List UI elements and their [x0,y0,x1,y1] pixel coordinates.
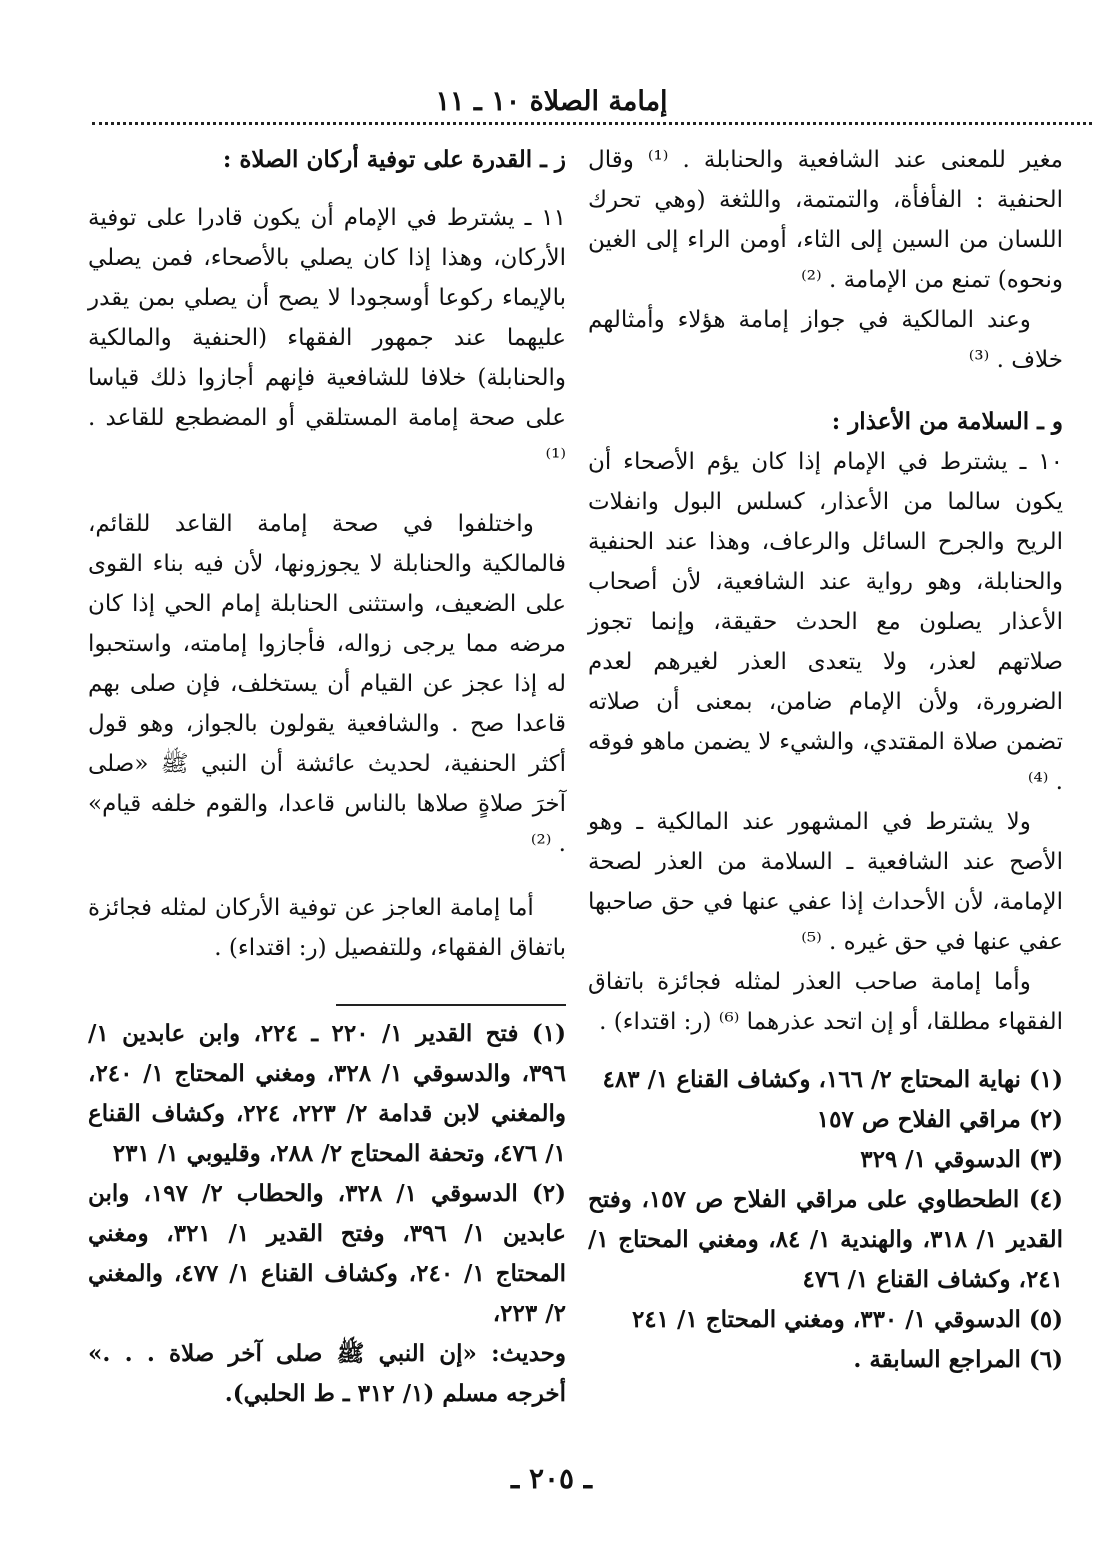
left-paragraph-1: ١١ ـ يشترط في الإمام أن يكون قادرا على توفية الأركان، وهذا إذا كان يصلي بالأصحاء، فمن يصلي بالإيماء ركوعا أوسجودا لا يصح أن يصلي بمن يقدر عليهما عند جمهور الفقهاء (الحنفية والمالكية والحنابلة) خلافا للشافعية فإنهم أجازوا ذلك قياسا على صحة إمامة المستلقي أو المضطجع للقاعد . ⁽¹⁾ [88,205,566,471]
right-paragraph-4: ولا يشترط في المشهور عند المالكية ـ وهو الأصح عند الشافعية ـ السلامة من العذر لصحة الإمامة، لأن الأحداث إذا عفي عنها في حق صاحبها عفي عنها في حق غيره . ⁽⁵⁾ [588,809,1063,955]
header-dotted-rule [92,122,1092,125]
left-paragraph-3: أما إمامة العاجز عن توفية الأركان لمثله فجائزة باتفاق الفقهاء، وللتفصيل (ر: اقتداء) . [88,895,566,961]
right-paragraph-2: وعند المالكية في جواز إمامة هؤلاء وأمثالهم خلاف . ⁽³⁾ [588,307,1063,373]
running-header: إمامة الصلاة ١٠ ـ ١١ [435,86,668,117]
right-footnotes [588,1060,1063,1380]
footnote-item: (٣) الدسوقي ١/ ٣٢٩ [860,1146,1063,1173]
footnote-item: وحديث: «إن النبي ﷺ صلى آخر صلاة . . .» أخرجه مسلم (١/ ٣١٢ ـ ط الحلبي). [88,1340,566,1407]
footnote-item: (١) فتح القدير ١/ ٢٢٠ ـ ٢٢٤، وابن عابدين ١/ ٣٩٦، والدسوقي ١/ ٣٢٨، ومغني المحتاج ١/ ٢٤٠، والمغني لابن قدامة ٢/ ٢٢٣، ٢٢٤، وكشاف القناع ١/ ٤٧٦، وتحفة المحتاج ٢/ ٢٨٨، وقليوبي ١/ ٢٣١ [88,1020,566,1167]
left-paragraph-2: واختلفوا في صحة إمامة القاعد للقائم، فالمالكية والحنابلة لا يجوزونها، لأن فيه بناء القوى على الضعيف، واستثنى الحنابلة إمام الحي إذا كان مرضه مما يرجى زواله، فأجازوا إمامته، واستحبوا له إذا عجز عن القيام أن يستخلف، فإن صلى بهم قاعدا صح . والشافعية يقولون بالجواز، وهو قول أكثر الحنفية، لحديث عائشة أن النبي ﷺ «صلى آخرَ صلاةٍ صلاها بالناس قاعدا، والقوم خلفه قيام» . ⁽²⁾ [88,511,566,857]
footnote-item: (٢) مراقي الفلاح ص ١٥٧ [816,1106,1063,1133]
footnote-separator [336,1004,566,1006]
page-number: ـ ٢٠٥ ـ [510,1462,593,1495]
footnote-item: (١) نهاية المحتاج ٢/ ١٦٦، وكشاف القناع ١/ ٤٨٣ [602,1066,1063,1093]
section-heading-waw: و ـ السلامة من الأعذار : [831,408,1063,435]
right-column [588,140,1063,1380]
footnote-item: (٥) الدسوقي ١/ ٣٣٠، ومغني المحتاج ١/ ٢٤١ [631,1306,1063,1333]
section-heading-zay: ز ـ القدرة على توفية أركان الصلاة : [222,146,566,173]
footnote-item: (٦) المراجع السابقة . [853,1346,1063,1373]
right-paragraph-1: مغير للمعنى عند الشافعية والحنابلة . ⁽¹⁾ وقال الحنفية : الفأفأة، والتمتمة، واللثغة (وهي تحرك اللسان من السين إلى الثاء، أومن الراء إلى الغين ونحوه) تمنع من الإمامة . ⁽²⁾ [588,147,1064,293]
right-paragraph-3: ١٠ ـ يشترط في الإمام إذا كان يؤم الأصحاء أن يكون سالما من الأعذار، كسلس البول وانفلات الريح والجرح السائل والرعاف، وهذا عند الحنفية والحنابلة، وهو رواية عند الشافعية، لأن أصحاب الأعذار يصلون مع الحدث حقيقة، وإنما تجوز صلاتهم لعذر، ولا يتعدى العذر لغيرهم لعدم الضرورة، ولأن الإمام ضامن، بمعنى أن صلاته تضمن صلاة المقتدي، والشيء لا يضمن ماهو فوقه . ⁽⁴⁾ [588,449,1063,795]
left-column [88,140,566,1414]
left-footnotes [88,1004,566,1414]
footnote-item: (٤) الطحطاوي على مراقي الفلاح ص ١٥٧، وفتح القدير ١/ ٣١٨، والهندية ١/ ٨٤، ومغني المحتاج ١/ ٢٤١، وكشاف القناع ١/ ٤٧٦ [588,1186,1063,1293]
right-paragraph-5: وأما إمامة صاحب العذر لمثله فجائزة باتفاق الفقهاء مطلقا، أو إن اتحد عذرهما ⁽⁶⁾ (ر: اقتداء) . [588,969,1063,1035]
footnote-item: (٢) الدسوقي ١/ ٣٢٨، والحطاب ٢/ ١٩٧، وابن عابدين ١/ ٣٩٦، وفتح القدير ١/ ٣٢١، ومغني المحتاج ١/ ٢٤٠، وكشاف القناع ١/ ٤٧٧، والمغني ٢/ ٢٢٣، [88,1180,566,1327]
